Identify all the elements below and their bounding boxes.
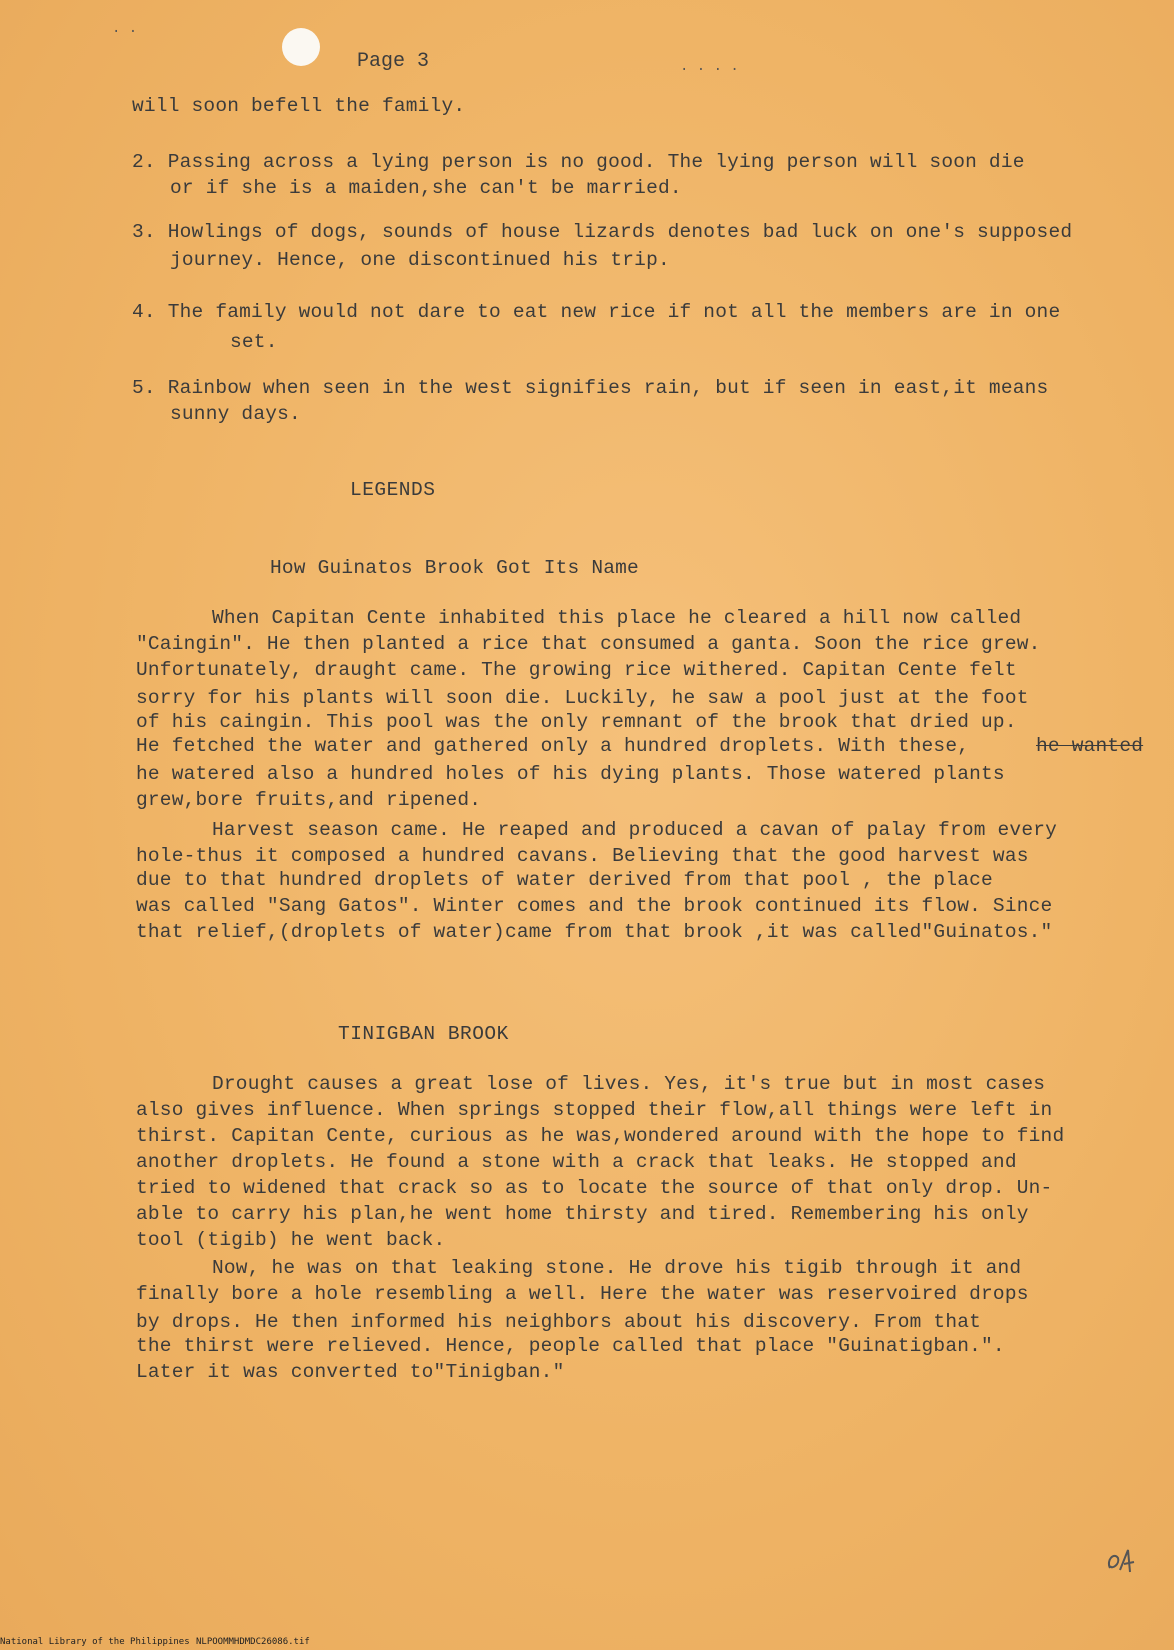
story-line: Now, he was on that leaking stone. He drove his tigib through it and (212, 1257, 1022, 1279)
story-title: TINIGBAN BROOK (338, 1023, 509, 1045)
continuation-line: will soon befell the family. (132, 95, 466, 117)
story-line: thirst. Capitan Cente, curious as he was,wondered around with the hope to find (136, 1125, 1065, 1147)
story-line: he watered also a hundred holes of his dying plants. Those watered plants (136, 763, 1005, 785)
belief-3-line-1: 3. Howlings of dogs, sounds of house lizards denotes bad luck on one's supposed (132, 221, 1073, 243)
story-line: of his caingin. This pool was the only remnant of the brook that dried up. (136, 711, 1017, 733)
story-line: Drought causes a great lose of lives. Yes, it's true but in most cases (212, 1073, 1046, 1095)
page-number: Page 3 (357, 50, 430, 73)
belief-4-line-2: set. (230, 331, 278, 353)
story-line: was called "Sang Gatos". Winter comes and the brook continued its flow. Since (136, 895, 1053, 917)
belief-5-line-2: sunny days. (170, 403, 301, 425)
footer-library: National Library of the Philippines (0, 1637, 190, 1647)
story-title: How Guinatos Brook Got Its Name (270, 557, 639, 579)
story-line: due to that hundred droplets of water derived from that pool , the place (136, 869, 993, 891)
story-line: "Caingin". He then planted a rice that consumed a ganta. Soon the rice grew. (136, 633, 1041, 655)
struck-text: he wanted (1036, 735, 1144, 757)
punch-hole-top (282, 28, 320, 66)
story-line: another droplets. He found a stone with a crack that leaks. He stopped and (136, 1151, 1017, 1173)
story-line: finally bore a hole resembling a well. Here the water was reservoired drops (136, 1283, 1029, 1305)
story-line: When Capitan Cente inhabited this place he cleared a hill now called (212, 607, 1022, 629)
story-line: Unfortunately, draught came. The growing rice withered. Capitan Cente felt (136, 659, 1017, 681)
story-line: able to carry his plan,he went home thirsty and tired. Remembering his only (136, 1203, 1029, 1225)
footer-file-id: NLPOOMMHDMDC26086.tif (196, 1637, 310, 1647)
story-line: hole-thus it composed a hundred cavans. Believing that the good harvest was (136, 845, 1029, 867)
belief-3-line-2: journey. Hence, one discontinued his trip. (170, 249, 670, 271)
speck: · · (112, 24, 138, 40)
story-line: tried to widened that crack so as to locate the source of that only drop. Un- (136, 1177, 1053, 1199)
handwritten-mark-icon (1102, 1538, 1142, 1580)
belief-2-line-1: 2. Passing across a lying person is no good. The lying person will soon die (132, 151, 1025, 173)
story-line: Later it was converted to"Tinigban." (136, 1361, 565, 1383)
legends-heading: LEGENDS (350, 479, 436, 501)
story-line: tool (tigib) he went back. (136, 1229, 446, 1251)
belief-2-line-2: or if she is a maiden,she can't be married. (170, 177, 682, 199)
story-line: that relief,(droplets of water)came from that brook ,it was called"Guinatos." (136, 921, 1053, 943)
story-line: Harvest season came. He reaped and produced a cavan of palay from every (212, 819, 1058, 841)
story-line: the thirst were relieved. Hence, people called that place "Guinatigban.". (136, 1335, 1005, 1357)
story-line: by drops. He then informed his neighbors about his discovery. From that (136, 1311, 982, 1333)
speck: · · · · (680, 62, 739, 78)
story-line: grew,bore fruits,and ripened. (136, 789, 482, 811)
belief-5-line-1: 5. Rainbow when seen in the west signifies rain, but if seen in east,it means (132, 377, 1049, 399)
story-line: also gives influence. When springs stopped their flow,all things were left in (136, 1099, 1053, 1121)
belief-4-line-1: 4. The family would not dare to eat new rice if not all the members are in one (132, 301, 1061, 323)
story-line: He fetched the water and gathered only a hundred droplets. With these, (136, 735, 970, 757)
story-line: sorry for his plants will soon die. Luckily, he saw a pool just at the foot (136, 687, 1029, 709)
